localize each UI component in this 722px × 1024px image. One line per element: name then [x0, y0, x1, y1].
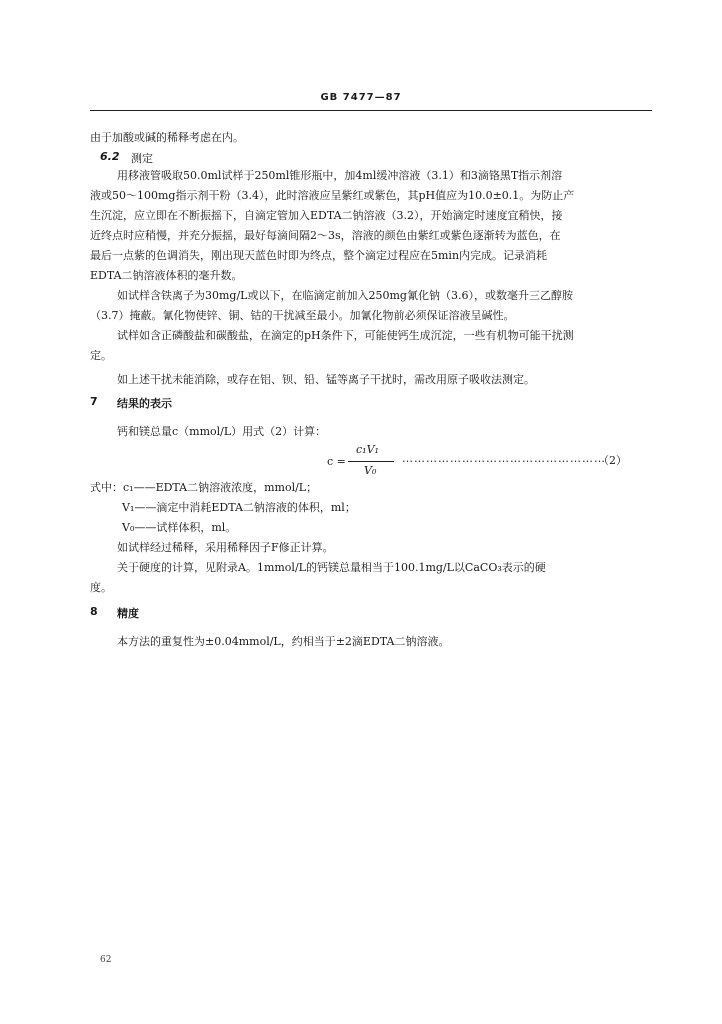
s62-para4: 如上述干扰未能消除，或存在铝、钡、铅、锰等离子干扰时，需改用原子吸收法测定。: [117, 373, 535, 386]
s62-para1-line4: 近终点时应稍慢，并充分振摇，最好每滴间隔2～3s，溶液的颜色由紫红或紫色逐渐转为蓝色，在: [90, 229, 561, 242]
s62-para3-line2: 定。: [90, 349, 112, 362]
section-6-2-number: 6.2: [100, 150, 120, 163]
s7-note-hardness-line2: 度。: [90, 581, 112, 594]
where-line-c1: 式中：c₁——EDTA二钠溶液浓度，mmol/L；: [90, 481, 318, 494]
intro-line: 由于加酸或碱的稀释考虑在内。: [90, 131, 244, 144]
header-divider: [90, 110, 652, 111]
where-line-v1: V₁——滴定中消耗EDTA二钠溶液的体积，ml；: [122, 501, 356, 514]
s62-para1-line6: EDTA二钠溶液体积的毫升数。: [90, 269, 243, 282]
formula-lhs: c =: [327, 455, 346, 468]
s62-para1-line5: 最后一点紫的色调消失，刚出现天蓝色时即为终点，整个滴定过程应在5min内完成。记录消耗: [90, 249, 548, 262]
s62-para2-line1: 如试样含铁离子为30mg/L或以下，在临滴定前加入250mg氰化钠（3.6），或数毫升三乙醇胺: [117, 289, 573, 302]
formula-fraction-bar: [348, 461, 394, 462]
section-8-title: 精度: [117, 607, 139, 620]
section-7-number: 7: [90, 395, 98, 408]
section-6-2-title: 测定: [131, 152, 153, 165]
standard-code-header: GB 7477—87: [320, 92, 402, 103]
s62-para3-line1: 试样如含正磷酸盐和碳酸盐，在滴定的pH条件下，可能使钙生成沉淀，一些有机物可能干扰测: [117, 329, 574, 342]
formula-denominator: V₀: [364, 464, 377, 477]
s7-note-dilution: 如试样经过稀释，采用稀释因子F修正计算。: [117, 541, 334, 554]
s62-para1-line3: 生沉淀，应立即在不断振摇下，自滴定管加入EDTA二钠溶液（3.2），开始滴定时速度宜稍快，接: [90, 209, 563, 222]
s62-para2-line2: （3.7）掩蔽。氰化物使锌、铜、钴的干扰减至最小。加氰化物前必须保证溶液呈碱性。: [90, 309, 515, 322]
section-7-title: 结果的表示: [117, 397, 172, 410]
s7-note-hardness-line1: 关于硬度的计算，见附录A。1mmol/L的钙镁总量相当于100.1mg/L以CaCO₃表示的硬: [117, 561, 546, 574]
formula-leader-dots: ……………………………………………: [402, 452, 606, 465]
formula-equation-number: （2）: [598, 454, 627, 467]
where-line-v0: V₀——试样体积，ml。: [122, 521, 237, 534]
formula-numerator: c₁V₁: [356, 443, 379, 456]
section-8-number: 8: [90, 605, 98, 618]
s62-para1-line2: 液或50～100mg指示剂干粉（3.4），此时溶液应呈紫红或紫色，其pH值应为10.0±0.1。为防止产: [90, 189, 575, 202]
page-number: 62: [100, 955, 112, 965]
s8-text: 本方法的重复性为±0.04mmol/L，约相当于±2滴EDTA二钠溶液。: [117, 635, 450, 648]
s62-para1-line1: 用移液管吸取50.0ml试样于250ml锥形瓶中，加4ml缓冲溶液（3.1）和3滴铬黑T指示剂溶: [117, 169, 563, 182]
s7-intro: 钙和镁总量c（mmol/L）用式（2）计算：: [117, 425, 327, 438]
